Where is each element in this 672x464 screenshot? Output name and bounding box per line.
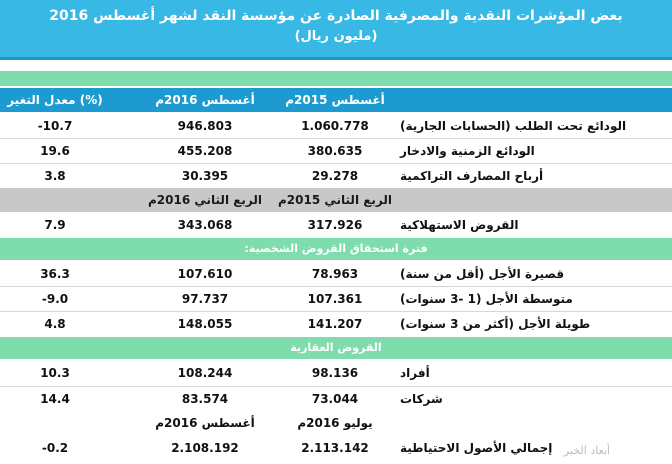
title-banner — [0, 0, 672, 60]
row-value-change: -10.7 — [37, 118, 73, 133]
row-value-change: 4.8 — [44, 317, 66, 331]
row-value-aug-2016: 2.108.192 — [171, 441, 239, 455]
row-value-q2-2015: 98.136 — [311, 366, 359, 380]
column-header-aug-2015: أغسطس 2015م — [285, 93, 385, 107]
row-value-change: -0.2 — [41, 441, 69, 455]
table-row — [0, 287, 672, 311]
row-value-aug-2015: 1.060.778 — [301, 118, 369, 133]
column-header-row — [0, 88, 672, 112]
row-value-q2-2016: 107.610 — [177, 266, 233, 281]
section-header-real-estate-loans: القروض العقارية — [0, 337, 672, 359]
row-label: الودائع تحت الطلب (الحسابات الجارية) — [400, 118, 627, 133]
column-header-change: معدل التغير (%) — [7, 93, 103, 107]
table-row — [0, 113, 672, 138]
row-value-change: 3.8 — [44, 168, 66, 183]
row-value-change: 10.3 — [40, 366, 70, 380]
table-row — [0, 139, 672, 163]
row-value-q2-2016: 108.244 — [177, 366, 233, 380]
row-label: متوسطة الأجل (1 -3 سنوات) — [400, 292, 573, 306]
row-value-aug-2016: 455.208 — [177, 144, 233, 158]
column-header-q2-2015: الربع الثاني 2015م — [278, 193, 393, 207]
row-value-change: 14.4 — [40, 392, 70, 406]
row-value-q2-2015: 141.207 — [307, 317, 363, 331]
row-value-q2-2016: 97.737 — [181, 292, 229, 306]
row-label: شركات — [400, 392, 443, 406]
row-label: الودائع الزمنية والادخار — [400, 144, 535, 158]
row-value-aug-2015: 29.278 — [311, 168, 359, 183]
column-header-jul-2016: يوليو 2016م — [297, 416, 373, 430]
row-value-q2-2015: 73.044 — [311, 392, 359, 406]
spacer-band — [0, 63, 672, 71]
table-row — [0, 261, 672, 286]
table-row — [0, 164, 672, 187]
row-value-q2-2016: 83.574 — [181, 392, 229, 406]
row-value-change: -9.0 — [41, 292, 69, 306]
column-header-q2-2016: الربع الثاني 2016م — [148, 193, 263, 207]
row-label: طويلة الأجل (أكثر من 3 سنوات) — [400, 317, 591, 331]
row-value-jul-2016: 2.113.142 — [301, 441, 369, 455]
section-header-personal-loans: فترة استحقاق القروض الشخصية: — [0, 238, 672, 260]
row-value-change: 7.9 — [44, 218, 66, 232]
row-value-q2-2016: 148.055 — [177, 317, 233, 331]
reserves-header-row — [0, 412, 672, 434]
quarter-header-row — [0, 188, 672, 212]
row-value-q2-2015: 317.926 — [307, 218, 363, 232]
row-value-aug-2016: 946.803 — [177, 118, 233, 133]
table-row — [0, 360, 672, 386]
table-row — [0, 312, 672, 336]
page-title: بعض المؤشرات النقدية والمصرفية الصادرة عن مؤسسة النقد لشهر أغسطس 2016 — [49, 8, 623, 24]
accent-band — [0, 71, 672, 86]
page-subtitle: (مليون ريال) — [294, 29, 378, 44]
row-value-aug-2016: 30.395 — [181, 168, 229, 183]
row-value-change: 19.6 — [40, 144, 70, 158]
row-value-aug-2015: 380.635 — [307, 144, 363, 158]
row-label: قصيرة الأجل (أقل من سنة) — [400, 266, 565, 281]
watermark: أبعاد الخبر — [563, 444, 610, 457]
table-row — [0, 213, 672, 237]
row-value-q2-2015: 78.963 — [311, 266, 359, 281]
row-value-q2-2015: 107.361 — [307, 292, 363, 306]
row-value-change: 36.3 — [40, 266, 70, 281]
column-header-aug-2016: أغسطس 2016م — [155, 416, 255, 430]
row-label: إجمالي الأصول الاحتياطية — [400, 441, 553, 455]
column-header-aug-2016: أغسطس 2016م — [155, 93, 255, 107]
row-label: أفراد — [400, 366, 430, 380]
row-label: القروض الاستهلاكية — [400, 218, 519, 232]
row-value-q2-2016: 343.068 — [177, 218, 233, 232]
table-row — [0, 387, 672, 411]
row-label: أرباح المصارف التراكمية — [400, 168, 544, 183]
